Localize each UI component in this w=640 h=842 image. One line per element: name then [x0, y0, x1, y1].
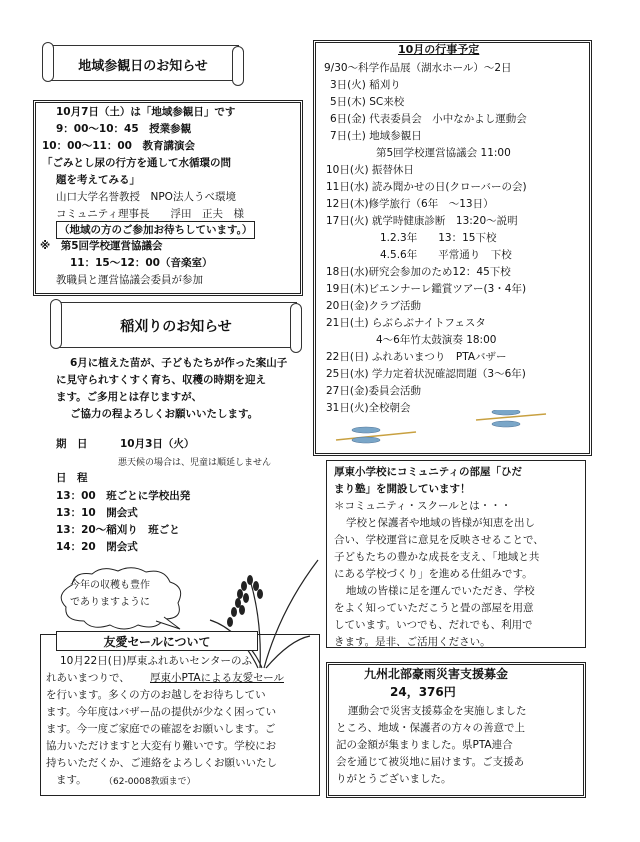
- gyoji-item-2: 3日(火) 稲刈り: [330, 79, 401, 91]
- yuai-line-4: を行います。多くの方のお越しをお待ちしてい: [46, 689, 266, 701]
- chiiki-line-3: 10：00〜11：00 教育講演会: [42, 140, 195, 152]
- yuai-line-1: 10月22日(日)厚東ふれあいセンターのふ: [60, 655, 252, 667]
- yuai-line-9: ます。: [56, 774, 87, 786]
- ine-schedule-3: 13：20〜稲刈り 班ごと: [56, 524, 180, 536]
- yuai-line-8: 持ちいただくか、ご連絡をよろしくお願いいたし: [46, 757, 277, 769]
- yuai-line-3: 厚東小PTAによる友愛セール: [150, 672, 284, 684]
- gyoji-item-7: 10日(火) 振替休日: [326, 164, 414, 176]
- community-line-6: 子どもたちの豊かな成長を支え、「地域と共: [334, 551, 540, 563]
- yuai-line-7: 協力いただけますと大変有り難いです。学校にお: [46, 740, 277, 752]
- ine-rain-note: 悪天候の場合は、児童は順延しません: [118, 458, 272, 468]
- chiiki-line-6: 山口大学名誉教授 NPO法人うべ環境: [56, 191, 236, 203]
- chiiki-line-9: ※ 第5回学校運営協議会: [40, 240, 163, 252]
- gyoji-item-1: 9/30〜科学作品展（湖水ホール）〜2日: [324, 62, 512, 74]
- gyoji-item-15: 20日(金)クラブ活動: [326, 300, 422, 312]
- dragonfly-illustration: [326, 410, 576, 446]
- kyushu-line-3: 記の金額が集まりました。県PTA連合: [336, 739, 513, 751]
- community-line-3: ＊コミュニティ・スクールとは・・・: [334, 500, 512, 512]
- gyoji-item-9: 12日(木)修学旅行（6年 〜13日）: [326, 198, 494, 210]
- yuai-title-wrap: [56, 631, 258, 651]
- chiiki-line-8: （地域の方のご参加お待ちしています。）: [56, 221, 255, 239]
- kyushu-line-4: 会を通じて被災地に届けます。ご支援あ: [336, 756, 525, 768]
- gyoji-item-5: 7日(土) 地域参観日: [330, 130, 422, 142]
- yuai-line-2: れあいまつりで、: [46, 672, 130, 684]
- ine-schedule-label: 日 程: [56, 472, 88, 484]
- ine-intro-3: ます。ご多用とは存じますが、: [56, 391, 203, 403]
- gyoji-item-21: 31日(火)全校朝会: [326, 402, 411, 414]
- kyushu-line-1: 運動会で災害支援募金を実施しました: [348, 705, 527, 717]
- chiiki-line-10: 11：15〜12：00（音楽室）: [70, 257, 213, 269]
- community-line-8: 地域の皆様に足を運んでいただき、学校: [346, 585, 535, 597]
- gyoji-item-8: 11日(水) 読み聞かせの日(クローバーの会): [326, 181, 527, 193]
- gyoji-item-19: 25日(水) 学力定着状況確認問題（3〜6年): [326, 368, 526, 380]
- chiiki-line-7: コミュニティ理事長 浮田 正夫 様: [56, 208, 244, 220]
- ine-date-value: 10月3日（火）: [120, 438, 195, 450]
- bubble-line-1: 今年の収穫も豊作: [70, 580, 150, 591]
- gyoji-item-3: 5日(木) SC来校: [330, 96, 405, 108]
- gyoji-item-20: 27日(金)委員会活動: [326, 385, 422, 397]
- ine-schedule-1: 13：00 班ごとに学校出発: [56, 490, 191, 502]
- gyoji-item-4: 6日(金) 代表委員会 小中なかよし運動会: [330, 113, 527, 125]
- ine-title: 稲刈りのお知らせ: [120, 319, 232, 335]
- gyoji-item-11: 1.2.3年 13：15下校: [380, 232, 497, 244]
- kyushu-line-2: ところ、地域・保護者の方々の善意で上: [336, 722, 525, 734]
- gyoji-title: 10月の行事予定: [398, 43, 480, 56]
- yuai-line-6: ます。今一度ご家庭での確認をお願いします。ご: [46, 723, 276, 735]
- ine-schedule-2: 13：10 開会式: [56, 507, 138, 519]
- community-line-2: まり塾」を開設しています！: [334, 483, 471, 495]
- yuai-line-5: ます。今年度はバザー品の提供が少なく困ってい: [46, 706, 277, 718]
- chiiki-line-5: 題を考えてみる」: [56, 174, 140, 186]
- chiiki-line-2: 9：00〜10：45 授業参観: [56, 123, 192, 135]
- gyoji-item-14: 19日(木)ビエンナーレ鑑賞ツアー(3・4年): [326, 283, 527, 295]
- chiiki-title-banner: [47, 45, 239, 81]
- community-line-10: しています。いつでも、だれでも、利用で: [334, 619, 533, 631]
- gyoji-item-6: 第5回学校運営協議会 11:00: [376, 147, 511, 159]
- chiiki-title: 地域参観日のお知らせ: [78, 59, 208, 74]
- community-line-7: にある学校づくり」を進める仕組みです。: [334, 568, 533, 580]
- ine-title-banner: [55, 302, 297, 348]
- bubble-line-2: でありますように: [70, 597, 150, 608]
- ine-intro-4: ご協力の程よろしくお願いいたします。: [70, 408, 259, 420]
- community-line-5: 合い、学校運営に意見を反映させることで、: [334, 534, 544, 546]
- ine-intro-1: 6月に植えた苗が、子どもたちが作った案山子: [70, 357, 288, 369]
- kyushu-amount: 24，376円: [390, 685, 456, 699]
- chiiki-line-1: 10月7日（土）は「地域参観日」です: [56, 106, 236, 118]
- community-line-9: をよく知っていただこうと畳の部屋を用意: [334, 602, 534, 614]
- gyoji-item-18: 22日(日) ふれあいまつり PTAバザー: [326, 351, 507, 363]
- gyoji-item-16: 21日(土) らぶらぶナイトフェスタ: [326, 317, 486, 329]
- chiiki-line-11: 教職員と運営協議会委員が参加: [56, 274, 203, 286]
- community-line-1: 厚東小学校にコミュニティの部屋「ひだ: [334, 466, 522, 478]
- kyushu-title: 九州北部豪雨災害支援募金: [364, 667, 509, 681]
- gyoji-item-17: 4〜6年竹太鼓演奏 18:00: [376, 334, 497, 346]
- ine-date-label: 期 日: [56, 438, 88, 450]
- chiiki-line-4: 「ごみとし尿の行方を通して水循環の問: [42, 157, 231, 169]
- ine-schedule-4: 14：20 閉会式: [56, 541, 138, 553]
- yuai-line-10: （62-0008教頭まで）: [104, 777, 196, 787]
- gyoji-item-12: 4.5.6年 平常通り 下校: [380, 249, 512, 261]
- ine-intro-2: に見守られすくすく育ち、収穫の時期を迎え: [56, 374, 266, 386]
- gyoji-item-10: 17日(火) 就学時健康診断 13:20〜説明: [326, 215, 518, 227]
- community-line-11: きます。是非、ご活用ください。: [334, 636, 491, 648]
- gyoji-item-13: 18日(水)研究会参加のため12：45下校: [326, 266, 511, 278]
- community-line-4: 学校と保護者や地域の皆様が知恵を出し: [346, 517, 535, 529]
- yuai-title: 友愛セールについて: [103, 635, 211, 649]
- kyushu-line-5: りがとうございました。: [336, 773, 452, 785]
